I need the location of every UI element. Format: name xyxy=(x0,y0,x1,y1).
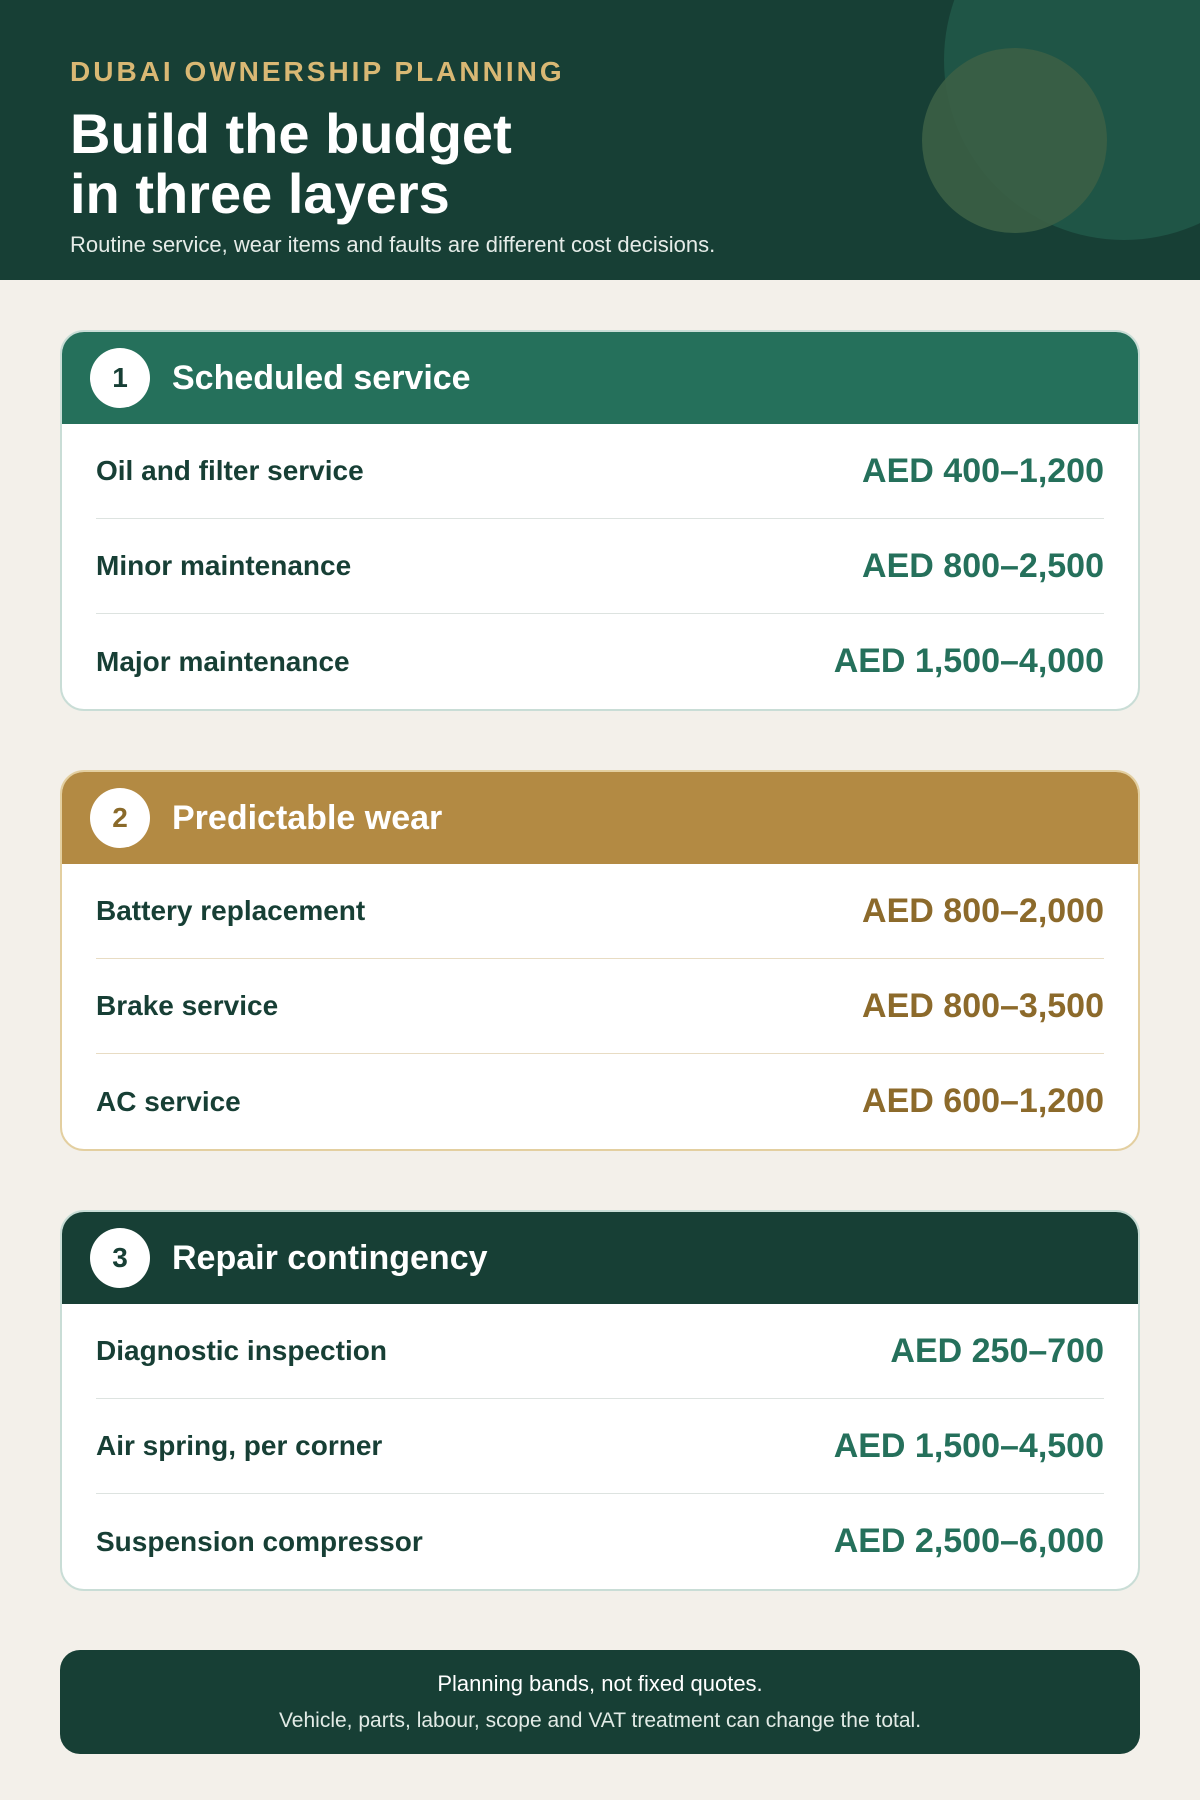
cost-list xyxy=(62,864,1138,1149)
cost-item-range: AED 2,500–6,000 xyxy=(833,1522,1104,1560)
cost-item-range: AED 800–3,500 xyxy=(862,986,1104,1025)
cost-row xyxy=(96,614,1104,709)
note-headline: Planning bands, not fixed quotes. xyxy=(437,1671,763,1696)
cost-list xyxy=(62,424,1138,709)
cost-item-label: Major maintenance xyxy=(96,645,350,677)
cost-item-range: AED 800–2,500 xyxy=(862,546,1104,585)
cost-item-range: AED 400–1,200 xyxy=(862,451,1104,490)
cost-row xyxy=(96,1399,1104,1494)
cost-item-label: Air spring, per corner xyxy=(96,1430,383,1461)
cost-row xyxy=(96,1304,1104,1399)
cost-item-label: Brake service xyxy=(96,990,279,1021)
cost-item-label: Diagnostic inspection xyxy=(96,1335,387,1366)
cost-item-range: AED 1,500–4,000 xyxy=(833,642,1104,680)
cost-list xyxy=(62,1304,1138,1589)
section-number-badge: 3 xyxy=(90,1228,150,1288)
footer-note xyxy=(60,1650,1140,1754)
section-number-badge: 1 xyxy=(90,348,150,408)
cost-item-label: Suspension compressor xyxy=(96,1525,423,1557)
page-subtitle: Routine service, wear items and faults are different cost decisions. xyxy=(70,232,716,257)
note-detail: Vehicle, parts, labour, scope and VAT treatment can change the total. xyxy=(278,1709,922,1732)
section-header xyxy=(62,772,1138,864)
cost-item-label: AC service xyxy=(96,1085,241,1117)
header-banner xyxy=(0,0,1200,280)
cost-item-range: AED 250–700 xyxy=(890,1331,1104,1370)
cost-item-label: Minor maintenance xyxy=(96,550,352,581)
decorative-circle-small xyxy=(922,48,1107,233)
cost-row xyxy=(96,959,1104,1054)
title-line-1: Build the budget xyxy=(70,102,512,165)
cost-row xyxy=(96,519,1104,614)
section-card-predictable-wear xyxy=(60,770,1140,1151)
cost-item-range: AED 800–2,000 xyxy=(862,891,1104,930)
cost-row xyxy=(96,424,1104,519)
section-card-repair-contingency xyxy=(60,1210,1140,1591)
page-title xyxy=(70,104,770,224)
cost-item-range: AED 600–1,200 xyxy=(862,1082,1104,1120)
eyebrow-label: DUBAI OWNERSHIP PLANNING xyxy=(70,56,565,87)
cost-item-range: AED 1,500–4,500 xyxy=(833,1426,1104,1465)
cost-item-label: Battery replacement xyxy=(96,895,366,926)
section-header xyxy=(62,332,1138,424)
section-title: Repair contingency xyxy=(172,1238,488,1277)
cost-item-label: Oil and filter service xyxy=(96,455,364,486)
section-header xyxy=(62,1212,1138,1304)
title-line-2: in three layers xyxy=(70,162,450,225)
section-title: Predictable wear xyxy=(172,798,443,837)
cost-row xyxy=(96,1054,1104,1149)
cost-row xyxy=(96,1494,1104,1589)
cost-row xyxy=(96,864,1104,959)
section-number-badge: 2 xyxy=(90,788,150,848)
section-card-scheduled-service xyxy=(60,330,1140,711)
section-title: Scheduled service xyxy=(172,358,471,397)
